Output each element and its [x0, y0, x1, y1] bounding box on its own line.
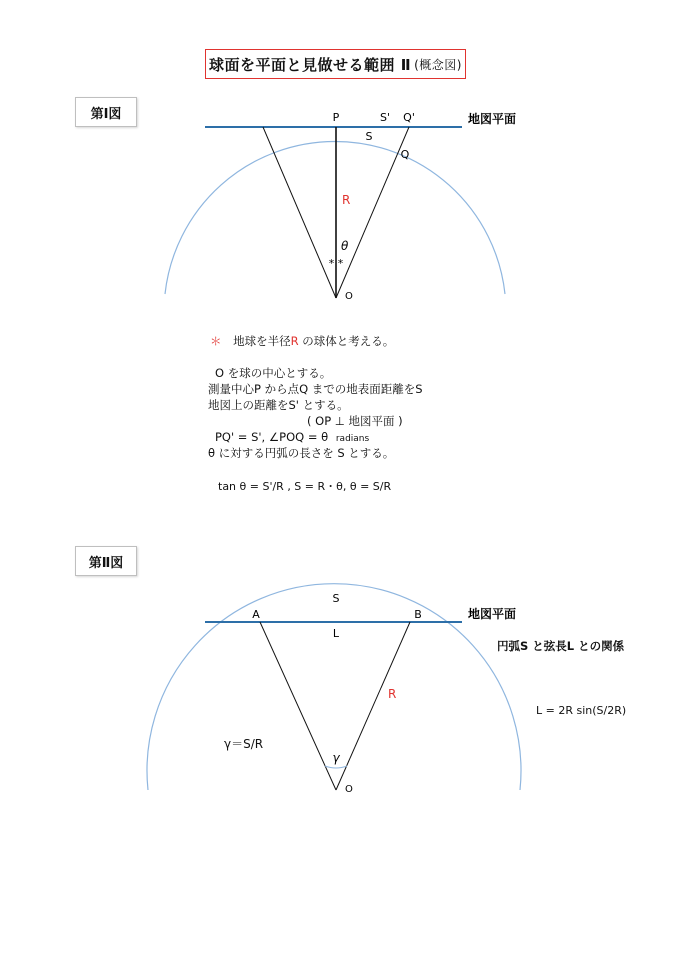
figure1-note-line4: 地図上の距離をS' とする。	[208, 398, 349, 412]
figure2-map-plane-label: 地図平面	[468, 607, 517, 621]
figure1-note-line5: ( OP ⊥ 地図平面 )	[307, 414, 403, 428]
title-main: 球面を平面と見做せる範囲 Ⅱ	[209, 55, 412, 74]
figure1-line-OQprime	[336, 127, 409, 298]
figure2-relation-title: 円弧S と弦長L との関係	[497, 639, 625, 653]
figure2-gamma-formula: γ＝S/R	[224, 737, 264, 751]
asterisk-mark: ＊	[210, 334, 222, 348]
figure1-label-P: P	[332, 111, 340, 124]
figure2-line-OB	[336, 622, 410, 790]
figure2-label-R: R	[388, 687, 397, 701]
figure2-label-O: O	[345, 784, 353, 795]
figure2-diagram	[147, 584, 521, 795]
figure1-note-line3: 測量中心P から点Q までの地表面距離をS	[208, 382, 423, 396]
figure1-note-line2: O を球の中心とする。	[215, 366, 332, 380]
figure1-line-O-left	[263, 127, 336, 298]
figure1-label-stars: * *	[328, 257, 344, 270]
figure1-label-theta: θ	[341, 239, 349, 253]
figure1-label-Q: Q	[400, 148, 410, 161]
figure1-label-S-prime: S'	[379, 111, 391, 124]
figure1-note-line1: ＊ 地球を半径R の球体と考える。	[210, 334, 395, 348]
figure1-label: 第Ⅰ図	[75, 97, 137, 127]
figure2-label-L: L	[332, 627, 340, 640]
figure1-note-line8: tan θ = S'/R , S = R・θ, θ = S/R	[218, 480, 392, 493]
figure1-label-O: O	[345, 291, 353, 302]
figure2-label: 第Ⅱ図	[75, 546, 137, 576]
figure2-label-S: S	[332, 592, 340, 605]
figure2-label-B: B	[414, 608, 422, 621]
figure1-map-plane-label: 地図平面	[468, 112, 517, 126]
figure1-diagram	[165, 111, 516, 302]
figure2-formula: L = 2R sin(S/2R)	[536, 704, 627, 717]
figure2-label-gamma: γ	[332, 751, 340, 765]
figure1-label-R: R	[342, 193, 351, 207]
title-sub: (概念図)	[414, 57, 462, 72]
figure1-note-line7: θ に対する円弧の長さを S とする。	[208, 446, 395, 460]
figure2-angle-gamma-arc	[325, 766, 347, 768]
figure1-label-Q-prime: Q'	[403, 111, 415, 124]
figure1-note-line6: PQ' = S', ∠POQ = θ radians	[215, 430, 370, 444]
figure2-label-A: A	[252, 608, 260, 621]
figure2-line-OA	[260, 622, 336, 790]
figure1-label-S: S	[365, 130, 373, 143]
figure1-sphere-arc	[165, 141, 505, 294]
